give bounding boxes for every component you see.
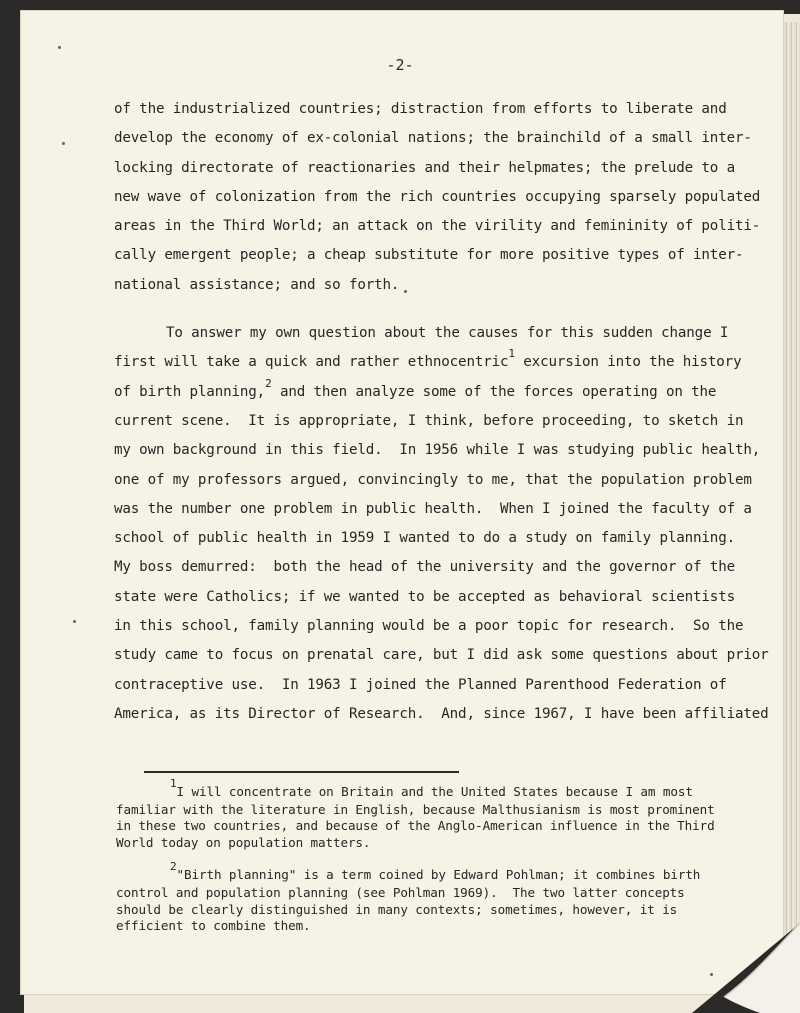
footnote-line: control and population planning (see Pohlman 1969). The two latter concepts (116, 884, 685, 900)
footnote-ref-2: 2 (265, 376, 272, 390)
body-line: locking directorate of reactionaries and their helpmates; the prelude to a (114, 159, 735, 176)
text-run: and then analyze some of the forces operating on the (271, 383, 717, 400)
footnote-line: efficient to combine them. (116, 918, 311, 934)
paragraph-gap (114, 300, 714, 319)
footnote-marker-2: 2 (170, 860, 177, 874)
text-run: "Birth planning" is a term coined by Edward Pohlman; it combines birth (176, 867, 701, 883)
body-line: state were Catholics; if we wanted to be accepted as behavioral scientists (114, 588, 735, 605)
body-line: current scene. It is appropriate, I think, before proceeding, to sketch in (114, 412, 744, 429)
body-line: areas in the Third World; an attack on the virility and femininity of politi- (114, 218, 761, 235)
body-line: develop the economy of ex-colonial nations; the brainchild of a small inter- (114, 130, 752, 147)
body-line: To answer my own question about the causes for this sudden change I (166, 325, 729, 342)
body-line: My boss demurred: both the head of the university and the governor of the (114, 559, 735, 576)
body-line: of the industrialized countries; distraction from efforts to liberate and (114, 101, 727, 117)
paper-speck (73, 620, 76, 623)
footnote-ref-1: 1 (508, 347, 515, 361)
body-line: school of public health in 1959 I wanted to do a study on family planning. (114, 530, 735, 547)
body-line: cally emergent people; a cheap substitute for more positive types of inter- (114, 247, 744, 264)
body-line: contraceptive use. In 1963 I joined the Planned Parenthood Federation of (114, 676, 727, 693)
body-line: one of my professors argued, convincingly to me, that the population problem (114, 471, 752, 488)
footnote-separator (144, 771, 459, 773)
body-line-with-footnote-ref (114, 376, 717, 407)
body-text (114, 95, 769, 729)
body-line: America, as its Director of Research. And, since 1967, I have been affiliated (114, 705, 769, 722)
footnote-line: in these two countries, and because of the Anglo-American influence in the Third (116, 818, 715, 834)
body-line: my own background in this field. In 1956 while I was studying public health, (114, 442, 761, 459)
body-line: in this school, family planning would be a poor topic for research. So the (114, 618, 744, 635)
footnote-line: familiar with the literature in English, because Malthusianism is most prominent (116, 801, 715, 817)
page-corner-curl (640, 813, 800, 1013)
footnote-marker-1: 1 (170, 777, 177, 790)
body-line: new wave of colonization from the rich countries occupying sparsely populated (114, 188, 761, 205)
body-line: study came to focus on prenatal care, but I did ask some questions about prior (114, 647, 769, 664)
footnote-line: World today on population matters. (116, 834, 371, 850)
page-number: -2- (386, 56, 414, 74)
text-run: of birth planning, (114, 383, 266, 400)
footnote-line: should be clearly distinguished in many contexts; sometimes, however, it is (116, 901, 678, 917)
text-run: excursion into the history (514, 354, 742, 371)
body-line: national assistance; and so forth. (114, 276, 400, 293)
text-run: I will concentrate on Britain and the United States because I am most (176, 784, 693, 799)
body-line-with-footnote-ref (114, 347, 742, 377)
paper-speck (58, 46, 61, 49)
footnote-1-first-line (116, 777, 736, 802)
body-line: was the number one problem in public health. When I joined the faculty of a (114, 500, 752, 517)
text-run: first will take a quick and rather ethnocentric (114, 354, 509, 371)
paper-speck (62, 142, 65, 145)
curl-fold (724, 923, 800, 1013)
paper-speck (710, 973, 713, 976)
paper-speck (404, 290, 407, 293)
